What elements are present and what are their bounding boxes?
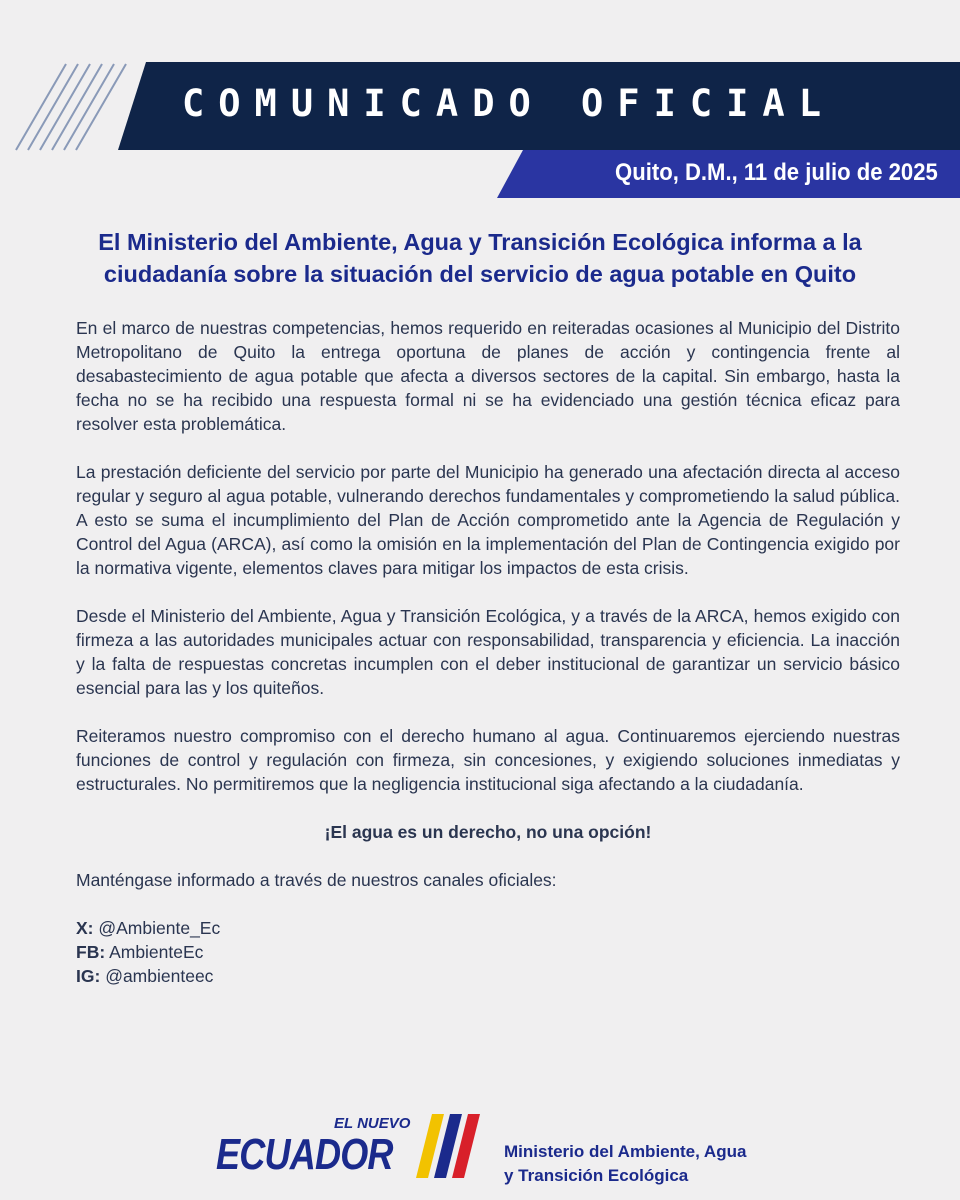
- social-ig-handle: @ambienteec: [105, 966, 214, 986]
- paragraph-3: Desde el Ministerio del Ambiente, Agua y Transición Ecológica, y a través de la ARCA, hemos exigido con firmeza a las autoridades municipales actuar con responsabilidad, transparencia y eficiencia. La inacción y la falta de respuestas concretas incumplen con el deber institucional de garantizar un servicio básico esencial para las y los quiteños.: [76, 606, 900, 698]
- logo-main-text: ECUADOR: [216, 1130, 393, 1179]
- social-channels: [76, 916, 900, 988]
- social-x-label: X:: [76, 918, 94, 938]
- headline-line-1: El Ministerio del Ambiente, Agua y Transición Ecológica informa a la: [98, 229, 862, 255]
- ministry-name: [504, 1140, 746, 1188]
- footer-logo: [216, 1112, 776, 1192]
- slogan: ¡El agua es un derecho, no una opción!: [324, 822, 652, 842]
- headline-line-2: ciudadanía sobre la situación del servicio de agua potable en Quito: [103, 261, 857, 287]
- ministry-line-2: y Transición Ecológica: [504, 1166, 689, 1185]
- social-fb-handle: AmbienteEc: [109, 942, 204, 962]
- paragraph-1: En el marco de nuestras competencias, hemos requerido en reiteradas ocasiones al Municipio del Distrito Metropolitano de Quito la entrega oportuna de planes de acción y contingencia frente al desabastecimiento de agua potable que afecta a diversos sectores de la capital. Sin embargo, hasta la fecha no se ha recibido una respuesta formal ni se ha evidenciado una gestión técnica eficaz para resolver esta problemática.: [76, 318, 900, 434]
- page-title: COMUNICADO OFICIAL: [182, 82, 835, 125]
- headline: [60, 226, 900, 290]
- social-ig-label: IG:: [76, 966, 101, 986]
- flag-stripes-icon: [412, 1112, 484, 1184]
- paragraph-4: Reiteramos nuestro compromiso con el derecho humano al agua. Continuaremos ejerciendo nuestras funciones de control y regulación con firmeza, sin concesiones, y exigiendo soluciones inmediatas y estructurales. No permitiremos que la negligencia institucional siga afectando a la ciudadanía.: [76, 726, 900, 794]
- social-fb-label: FB:: [76, 942, 106, 962]
- logo-top-text: EL NUEVO: [334, 1115, 411, 1132]
- ministry-line-1: Ministerio del Ambiente, Agua: [504, 1142, 747, 1161]
- social-fb: [76, 940, 900, 964]
- social-x-handle: @Ambiente_Ec: [98, 918, 221, 938]
- paragraph-2: La prestación deficiente del servicio por parte del Municipio ha generado una afectación directa al acceso regular y seguro al agua potable, vulnerando derechos fundamentales y comprometiendo la salud pública. A esto se suma el incumplimiento del Plan de Acción comprometido ante la Agencia de Regulación y Control del Agua (ARCA), así como la omisión en la implementación del Plan de Contingencia exigido por la normativa vigente, elementos claves para mitigar los impactos de esta crisis.: [76, 462, 900, 578]
- date-text: Quito, D.M., 11 de julio de 2025: [615, 159, 938, 186]
- social-ig: [76, 964, 900, 988]
- channels-intro: Manténgase informado a través de nuestros canales oficiales:: [76, 870, 557, 890]
- social-x: [76, 916, 900, 940]
- statement-body: [76, 316, 900, 988]
